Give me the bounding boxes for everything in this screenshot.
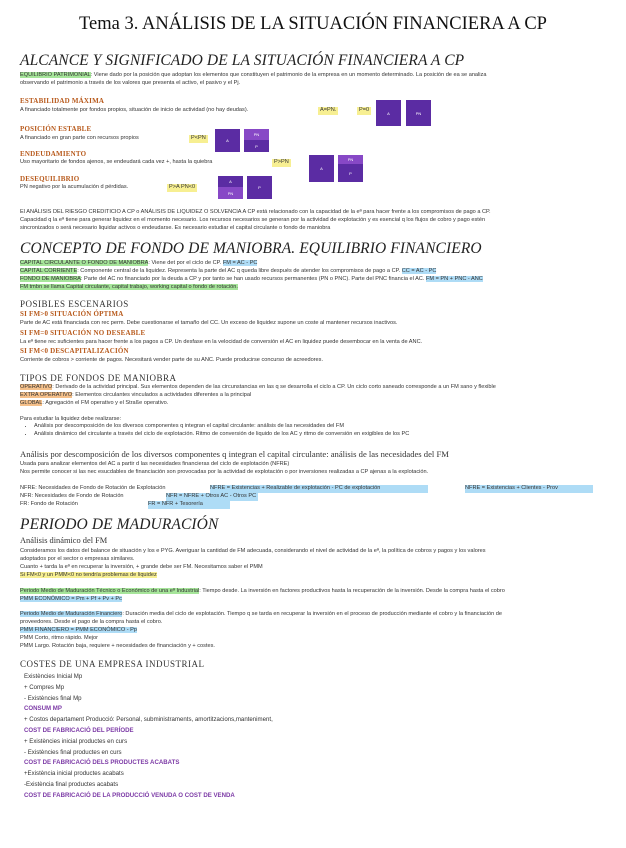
- fm-also-line: [20, 284, 238, 292]
- heading-analisis-dinamico: Análisis dinámico del FM: [20, 536, 108, 545]
- desequilibrio-text: PN negativo por la acumulación d pérdidas.: [20, 184, 129, 190]
- maduracion-text-4: Si FM<0 y un PMM<0 no tendría problemas de liquidez: [20, 572, 157, 578]
- balance-box-p: P: [247, 176, 272, 199]
- term-capital-circulante: CAPITAL CIRCULANTE O FONDO DE MANIOBRA: [20, 260, 149, 266]
- pmm-corto-text: PMM Corto, ritmo rápido. Mejor: [20, 635, 99, 641]
- term-pmm-financiero: Periodo Medio de Maduración Financiero: [20, 611, 123, 617]
- term-operativo: OPERATIVO: [20, 384, 53, 390]
- endeudamiento-text: Uso mayoritario de fondos ajenos, se endeudará cada vez +, hasta la quiebra: [20, 159, 213, 165]
- heading-costes-empresa: COSTES DE UNA EMPRESA INDUSTRIAL: [20, 659, 205, 669]
- formula-a-pn: A=PN.: [320, 107, 337, 113]
- nfr-definition: NFR: Necesidades de Fondo de Rotación: [20, 493, 124, 499]
- term-fondo-maniobra: FONDO DE MANIOBRA: [20, 276, 81, 282]
- bullet-item: • Análisis dinámico del circulante a través del ciclo de explotación. Ritmo de conversión de liquido de los AC y ritmo de conversión en exigibles de los PC: [34, 431, 409, 439]
- descomposicion-text-2: Nos permite conocer si las nec esucdables de financiación son provocadas por la actividad de explotación o por inversiones realizadas a CP ajenas a la explotación.: [20, 469, 429, 475]
- cost-item: -Existència final productes acabats: [24, 780, 119, 788]
- section-heading-alcance: ALCANCE Y SIGNIFICADO DE LA SITUACIÓN FINANCIERA A CP: [20, 52, 465, 69]
- pmm-largo-text: PMM Largo. Rotación baja, requiere + necesidades de financiación y + costes.: [20, 643, 215, 649]
- cost-item: Existències Inicial Mp: [24, 673, 83, 680]
- balance-box-a: A: [215, 129, 240, 152]
- cost-subtotal: COST DE FABRICACIÓ DE LA PRODUCCIÓ VENUDA O COST DE VENDA: [24, 791, 235, 799]
- maduracion-text-4-line: [20, 572, 157, 580]
- term-extra-operativo: EXTRA OPERATIVO: [20, 392, 73, 398]
- riesgo-text-2: Capacidad q la eª tiene para generar liquidez en el momento necesario. Los recursos necesarios se generan por la actividad de explotación y es esencial q los flujos de cobro y pago estén: [20, 217, 486, 223]
- balance-box-a: A: [309, 155, 334, 182]
- balance-box-a: A: [376, 100, 401, 126]
- formula-fm-pn: FM = PN + PNC - ANC: [425, 276, 483, 282]
- heading-estabilidad-maxima: ESTABILIDAD MÁXIMA: [20, 97, 105, 105]
- formula-p-gt-pn: P>PN: [274, 159, 289, 165]
- fm-also-text: FM tmbn se llama Capital circulante, capital trabajo, working capital o fondo de rotación.: [20, 284, 238, 290]
- operativo-text: : Derivado de la actividad principal. Sus elementos dependen de las circunstancias en las q se desarrolla el ciclo a CP. Un ciclo corto saneado corresponde a un FM sano y flexible: [52, 384, 496, 390]
- capital-circulante-line: [20, 260, 257, 268]
- term-capital-corriente: CAPITAL CORRIENTE: [20, 268, 78, 274]
- estabilidad-maxima-text: A financiado totalmente por fondos propios, situación de inicio de actividad (no hay deudas).: [20, 107, 249, 113]
- heading-endeudamiento: ENDEUDAMIENTO: [20, 150, 87, 158]
- term-equilibrio-patrimonial: EQUILIBRIO PATRIMONIAL: [20, 72, 91, 78]
- escenario-no-deseable-text: La eª tiene rec suficientes para hacer frente a los pagos a CP. Un desfase en la velocidad de conversión el AC en liquidez puede desembocar en la venta de ANC.: [20, 339, 423, 345]
- balance-box-pn: PN: [406, 100, 431, 126]
- cost-subtotal: CONSUM MP: [24, 705, 62, 713]
- capital-corriente-line: [20, 268, 436, 276]
- ep-text-2: observando el patrimonio a través de los valores que presenta el activo, el pasivo y el Pj.: [20, 80, 241, 86]
- operativo-line: [20, 384, 496, 392]
- pmm-tecnico-line: [20, 588, 505, 596]
- section-heading-fondo-maniobra: CONCEPTO DE FONDO DE MANIOBRA. EQUILIBRIO FINANCIERO: [20, 240, 482, 257]
- cost-item: - Existències final Mp: [24, 694, 82, 702]
- cost-list: [24, 672, 273, 802]
- pmm-tecnico-text: : Tiempo desde. La inversión en factores productivos hasta la recuperación de la inversión. Desde la compra hasta el cobro: [199, 588, 505, 594]
- section-heading-periodo-maduracion: PERIODO DE MADURACIÓN: [20, 516, 219, 533]
- cost-subtotal: COST DE FABRICACIÓ DELS PRODUCTES ACABATS: [24, 759, 180, 767]
- descomposicion-text-1: Usada para analizar elementos del AC a partir d las necesidades financieras del ciclo de explotación (NFRE): [20, 461, 290, 467]
- balance-box-p: P: [338, 164, 363, 182]
- cost-item: + Existències inicial productes en curs: [24, 737, 128, 745]
- page-title: Tema 3. ANÁLISIS DE LA SITUACIÓN FINANCIERA A CP: [79, 14, 547, 34]
- global-text: : Agregación el FM operativo y el Straße operativo.: [42, 400, 169, 406]
- cc-text: : Viene det por el ciclo de CP.: [148, 260, 222, 266]
- heading-escenario-optima: SI FM>0 SITUACIÓN ÓPTIMA: [20, 310, 124, 318]
- riesgo-text-1: El ANÁLISIS DEL RIESGO CREDITICIO A CP o ANÁLISIS DE LIQUIDEZ O SOLVENCIA A CP está relacionado con la capacidad de la eª para hacer frente a los compromisos de pago a CP.: [20, 209, 491, 215]
- heading-analisis-descomposicion: Análisis por descomposición de los diversos componentes q integran el capital circulante: análisis de las necesidades del FM: [20, 449, 449, 459]
- escenario-optima-text: Parte de AC está financiada con rec perm. Debe cuestionarse el tamaño del CC. Un exceso de liquidez supone un coste al mantener recursos inactivos.: [20, 320, 398, 326]
- posicion-estable-text: A financiado en gran parte con recursos propios: [20, 135, 139, 141]
- global-line: [20, 400, 168, 408]
- formula-pmm-financiero: PMM FINANCIERO = PMM ECONÓMICO - Pp: [20, 627, 138, 633]
- formula-p-0: P=0: [359, 107, 370, 113]
- formula-nfre-2: NFRE = Existencias + Clientes - Prov: [465, 485, 593, 493]
- formula-p-lt-pn: P<PN: [191, 135, 206, 141]
- maduracion-text-2: adoptados por el sector o empresas similares.: [20, 556, 135, 562]
- extra-operativo-line: [20, 392, 251, 400]
- heading-escenario-descapitalizacion: SI FM<0 DESCAPITALIZACIÓN: [20, 347, 129, 355]
- formula-nfr: NFR = NFRE + Otros AC - Otros PC: [166, 493, 257, 499]
- heading-tipos-fondos: TIPOS DE FONDOS DE MANIOBRA: [20, 373, 177, 383]
- term-global: GLOBAL: [20, 400, 43, 406]
- formula-fr: FR = NFR + Tesorería: [148, 501, 230, 509]
- bullet-item: • Análisis por descomposición de los diversos componentes q integran el capital circulante: análisis de las necesidades del FM: [34, 423, 409, 431]
- heading-desequilibrio: DESEQUILIBRIO: [20, 175, 80, 183]
- pmm-economico-formula-line: [20, 596, 122, 604]
- heading-posicion-estable: POSICIÓN ESTABLE: [20, 125, 92, 133]
- ccte-text: : Componente central de la liquidez. Representa la parte del AC q queda libre después de atender los compromisos de pago a CP.: [77, 268, 401, 274]
- maduracion-text-1: Consideramos los datos del balance de situación y los e PYG. Averiguar la cantidad de FM adecuada, considerando el nivel de actividad de la eª, la política de cobros y pagos y los valores: [20, 548, 486, 554]
- cost-item: + Costos departament Producció: Personal, subministraments, amortitzacions,manteniment,: [24, 716, 273, 724]
- escenario-descapitalizacion-text: Corriente de cobros > corriente de pagos. Necesitará vender parte de su ANC. Puede producirse concurso de acreedores.: [20, 357, 324, 363]
- balance-box-pn: PN: [218, 187, 243, 199]
- cost-item: +Existència inicial productes acabats: [24, 770, 124, 778]
- extra-operativo-text: : Elementos circulantes vinculados a actividades diferentes a la principal: [72, 392, 252, 398]
- cost-subtotal: COST DE FABRICACIÓ DEL PERÍODE: [24, 726, 134, 734]
- formula-p-gt-a: P>A PN<0: [169, 184, 196, 190]
- formula-cc: CC = AC - PC: [401, 268, 437, 274]
- fondo-maniobra-line: [20, 276, 483, 284]
- balance-box-pn: PN: [338, 155, 363, 164]
- balance-box-p: P: [244, 140, 269, 152]
- pmm-financiero-text-2: proveedores. Desde el pago de la compra hasta el cobro.: [20, 619, 163, 625]
- heading-escenario-no-deseable: SI FM=0 SITUACIÓN NO DESEABLE: [20, 329, 146, 337]
- cost-item: - Existències final productes en curs: [24, 748, 122, 756]
- ep-text-1: : Viene dado por la posición que adoptan los elementos que constituyen el patrimonio de la empresa en un momento determinado. La posición de ea se analiza: [90, 72, 487, 78]
- balance-box-a: A: [218, 176, 243, 187]
- formula-fm: FM = AC - PC: [222, 260, 258, 266]
- heading-posibles-escenarios: POSIBLES ESCENARIOS: [20, 299, 129, 309]
- equilibrio-patrimonial-line: [20, 72, 486, 80]
- fr-definition: FR: Fondo de Rotación: [20, 501, 78, 507]
- pmm-financiero-text: : Duración media del ciclo de explotación. Tiempo q se tarda en recuperar la inversión en el proceso de producción mediante el cobro y la financiación de: [122, 611, 502, 617]
- maduracion-text-3: Cuanto + tarda la eª en recuperar la inversión, + grande debe ser FM. Necesitamos saber el PMM: [20, 564, 263, 570]
- balance-box-pn: PN: [244, 129, 269, 140]
- riesgo-text-3: sincronizados o será necesario liquidar activos o endeudarse. Es necesario estudiar el capital circulante o fondo de maniobra: [20, 225, 331, 231]
- formula-nfre-1: NFRE = Existencias + Realizable de explotación - PC de explotación: [210, 485, 428, 493]
- estudiar-text: Para estudiar la liquidez debe realizarse:: [20, 416, 122, 422]
- cost-item: + Compres Mp: [24, 683, 65, 691]
- nfre-definition: NFRE: Necesidades de Fondo de Rotación de Explotación: [20, 485, 166, 491]
- pmm-financiero-formula-line: [20, 627, 137, 635]
- pmm-financiero-line: [20, 611, 502, 619]
- term-pmm-tecnico: Periodo Medio de Maduración Técnico o Económico de una eª Industrial: [20, 588, 200, 594]
- formula-pmm-economico: PMM ECONÓMICO = Pm + Pf + Pv + Pc: [20, 596, 122, 602]
- analysis-bullet-list: [20, 423, 409, 438]
- fm-text: : Parte del AC no financiado por la deuda a CP y por tanto se han usado recursos permanentes (PN o PNC). Parte del PNC financia el AC.: [80, 276, 425, 282]
